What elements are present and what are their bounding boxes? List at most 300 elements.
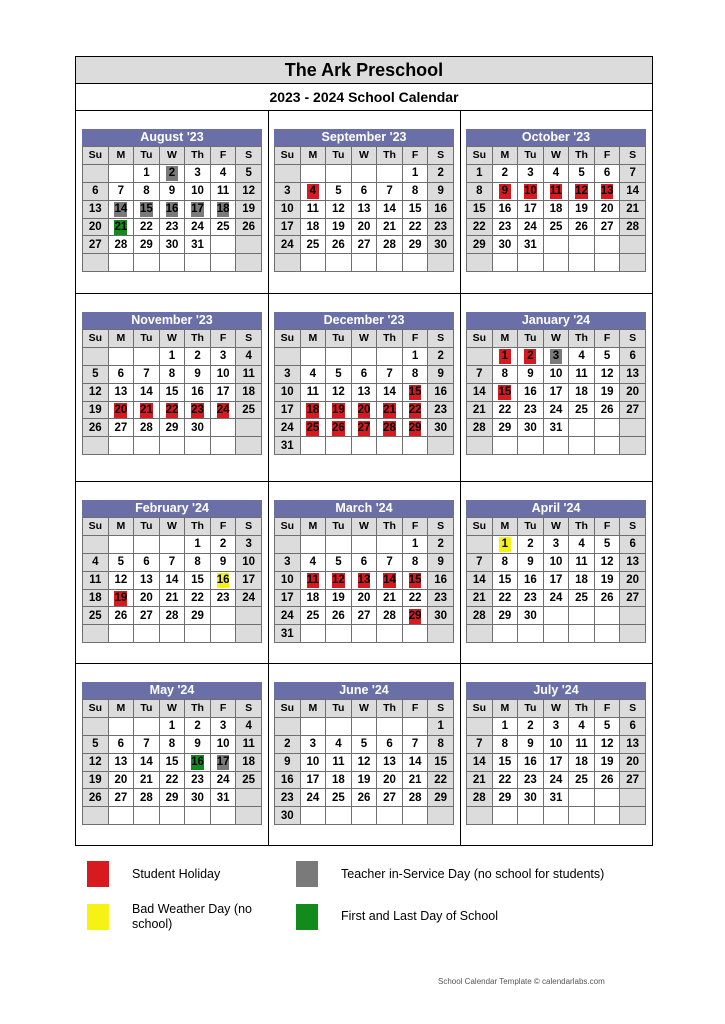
day-cell — [159, 753, 185, 771]
day-cell — [492, 735, 518, 753]
day-number: 21 — [140, 774, 153, 786]
day-number: 26 — [600, 592, 614, 604]
day-cell — [428, 807, 454, 825]
day-cell — [210, 807, 236, 825]
day-number: 6 — [360, 368, 368, 381]
day-number: 11 — [332, 756, 345, 769]
day-cell — [210, 164, 236, 182]
day-cell — [300, 753, 326, 771]
day-cell — [185, 236, 211, 254]
day-cell — [108, 625, 134, 643]
day-cell — [492, 625, 518, 643]
day-number: 25 — [242, 404, 256, 416]
day-cell — [134, 753, 160, 771]
day-number: 15 — [498, 756, 512, 769]
day-cell — [620, 607, 646, 625]
day-cell — [108, 383, 134, 401]
day-cell — [236, 419, 262, 437]
day-cell — [569, 419, 595, 437]
day-cell — [518, 771, 544, 789]
day-cell — [543, 735, 569, 753]
day-cell — [326, 200, 352, 218]
day-number: 30 — [280, 809, 294, 822]
day-cell — [351, 571, 377, 589]
day-cell — [402, 383, 428, 401]
day-number: 17 — [280, 221, 294, 233]
weekday-header: Su — [275, 700, 301, 718]
day-cell — [108, 347, 134, 365]
weekday-header: W — [159, 147, 185, 165]
day-cell — [134, 164, 160, 182]
day-cell — [134, 236, 160, 254]
day-cell — [492, 553, 518, 571]
day-number: 23 — [216, 592, 230, 604]
weekday-header: Th — [377, 330, 403, 348]
day-number: 3 — [284, 185, 291, 198]
day-number: 30 — [165, 238, 179, 251]
day-number: 1 — [499, 537, 511, 552]
weekday-header: Su — [467, 518, 493, 536]
day-cell — [275, 735, 301, 753]
day-cell — [185, 365, 211, 383]
day-number: 30 — [498, 238, 512, 251]
weekday-header: Su — [275, 518, 301, 536]
day-number: 1 — [194, 538, 201, 551]
day-cell — [83, 589, 109, 607]
day-cell — [569, 771, 595, 789]
day-number: 13 — [88, 203, 102, 216]
day-cell — [518, 535, 544, 553]
day-cell — [620, 254, 646, 272]
day-cell — [134, 437, 160, 455]
day-number: 27 — [114, 791, 128, 804]
day-number: 24 — [280, 238, 294, 251]
day-cell — [326, 164, 352, 182]
day-cell — [467, 735, 493, 753]
day-number: 5 — [92, 368, 99, 381]
day-number: 31 — [549, 421, 563, 434]
day-cell — [326, 771, 352, 789]
day-number: 19 — [600, 574, 614, 587]
day-cell — [83, 789, 109, 807]
day-number: 15 — [140, 203, 153, 216]
day-cell — [83, 236, 109, 254]
day-number: 26 — [242, 221, 256, 233]
day-number: 1 — [168, 350, 176, 363]
day-cell — [134, 365, 160, 383]
day-number: 9 — [168, 185, 176, 198]
day-number: 14 — [114, 203, 128, 216]
day-number: 5 — [360, 738, 368, 751]
day-cell — [108, 807, 134, 825]
month-title: December '23 — [274, 312, 454, 329]
day-cell — [518, 437, 544, 455]
weekday-header: M — [492, 147, 518, 165]
month-calendar — [466, 500, 646, 643]
day-number: 9 — [527, 556, 534, 569]
day-cell — [620, 437, 646, 455]
day-cell — [210, 419, 236, 437]
day-number: 18 — [242, 386, 256, 399]
day-cell — [83, 771, 109, 789]
day-number: 11 — [242, 738, 255, 751]
day-cell — [620, 789, 646, 807]
day-cell — [108, 365, 134, 383]
day-number: 27 — [114, 421, 128, 434]
day-cell — [83, 437, 109, 455]
day-number: 10 — [191, 185, 204, 198]
weekday-header: Th — [377, 147, 403, 165]
day-number: 16 — [524, 386, 537, 399]
day-cell — [543, 789, 569, 807]
weekday-header: Su — [467, 147, 493, 165]
day-cell — [275, 254, 301, 272]
footer-credit: School Calendar Template © calendarlabs.com — [438, 977, 605, 986]
day-cell — [594, 535, 620, 553]
day-cell — [159, 164, 185, 182]
day-number: 16 — [434, 574, 448, 587]
day-cell — [569, 254, 595, 272]
day-cell — [518, 365, 544, 383]
day-number: 19 — [600, 386, 614, 399]
day-cell — [518, 807, 544, 825]
day-cell — [275, 200, 301, 218]
day-number: 21 — [472, 774, 486, 786]
day-cell — [467, 437, 493, 455]
day-number: 19 — [88, 404, 102, 416]
day-number: 8 — [168, 738, 176, 751]
day-number: 6 — [117, 368, 125, 381]
day-cell — [402, 254, 428, 272]
day-cell — [543, 164, 569, 182]
day-number: 7 — [629, 167, 636, 180]
day-number: 3 — [527, 167, 534, 180]
day-number: 24 — [280, 421, 294, 434]
day-cell — [518, 553, 544, 571]
day-cell — [569, 607, 595, 625]
month-title: July '24 — [466, 682, 646, 699]
day-cell — [594, 182, 620, 200]
day-number: 18 — [575, 574, 588, 587]
day-number: 18 — [216, 203, 230, 216]
day-cell — [159, 717, 185, 735]
day-cell — [543, 717, 569, 735]
day-number: 27 — [140, 609, 153, 622]
day-cell — [159, 771, 185, 789]
day-number: 4 — [309, 368, 317, 381]
day-cell — [300, 200, 326, 218]
day-cell — [428, 182, 454, 200]
weekday-header: Tu — [518, 700, 544, 718]
day-number: 6 — [386, 738, 393, 751]
day-cell — [134, 182, 160, 200]
page-title: The Ark Preschool — [76, 57, 652, 84]
day-number: 16 — [165, 203, 179, 216]
day-number: 15 — [408, 386, 422, 399]
day-number: 17 — [280, 592, 294, 604]
day-cell — [377, 437, 403, 455]
day-cell — [159, 182, 185, 200]
day-cell — [159, 437, 185, 455]
day-cell — [185, 717, 211, 735]
day-cell — [275, 607, 301, 625]
day-number: 1 — [501, 720, 509, 733]
day-number: 23 — [434, 221, 448, 233]
day-number: 22 — [408, 221, 422, 233]
day-number: 2 — [166, 166, 178, 181]
day-number: 5 — [578, 167, 585, 180]
day-cell — [236, 383, 262, 401]
day-number: 26 — [88, 791, 102, 804]
month-title: June '24 — [274, 682, 454, 699]
legend-label-firstlast: First and Last Day of School — [341, 909, 499, 923]
day-number: 15 — [434, 756, 448, 769]
day-cell — [569, 735, 595, 753]
day-cell — [236, 218, 262, 236]
day-number: 2 — [524, 349, 536, 364]
weekday-header: Th — [569, 330, 595, 348]
weekday-header: M — [300, 518, 326, 536]
day-cell — [492, 589, 518, 607]
weekday-header: Tu — [326, 518, 352, 536]
day-cell — [492, 771, 518, 789]
day-cell — [185, 607, 211, 625]
day-cell — [185, 419, 211, 437]
day-number: 10 — [216, 738, 230, 751]
day-number: 19 — [332, 404, 345, 416]
day-cell — [518, 383, 544, 401]
day-number: 16 — [280, 774, 294, 786]
day-cell — [594, 200, 620, 218]
day-number: 11 — [89, 574, 102, 587]
day-number: 13 — [383, 756, 396, 769]
day-number: 24 — [242, 592, 256, 604]
weekday-header: F — [594, 330, 620, 348]
day-cell — [326, 607, 352, 625]
day-cell — [134, 625, 160, 643]
day-number: 3 — [284, 368, 291, 381]
day-cell — [377, 200, 403, 218]
day-number: 28 — [140, 421, 153, 434]
day-cell — [275, 771, 301, 789]
day-number: 5 — [92, 738, 99, 751]
day-cell — [594, 771, 620, 789]
day-cell — [300, 164, 326, 182]
day-number: 5 — [117, 556, 125, 569]
day-cell — [377, 182, 403, 200]
day-number: 22 — [498, 774, 512, 786]
day-cell — [467, 236, 493, 254]
day-number: 12 — [600, 738, 614, 751]
weekday-header: Th — [185, 700, 211, 718]
day-cell — [428, 625, 454, 643]
day-cell — [134, 553, 160, 571]
day-number: 9 — [527, 738, 534, 751]
legend-swatch-holiday — [87, 861, 109, 887]
day-number: 26 — [357, 791, 371, 804]
day-cell — [620, 164, 646, 182]
day-cell — [402, 753, 428, 771]
day-number: 14 — [165, 574, 179, 587]
day-number: 9 — [437, 185, 444, 198]
day-cell — [492, 437, 518, 455]
day-cell — [428, 365, 454, 383]
month-calendar — [82, 500, 262, 643]
day-number: 27 — [626, 404, 640, 416]
day-number: 15 — [408, 574, 422, 587]
day-number: 14 — [472, 574, 486, 587]
day-cell — [594, 401, 620, 419]
day-cell — [236, 807, 262, 825]
day-number: 7 — [476, 368, 483, 381]
day-number: 16 — [191, 386, 204, 399]
day-cell — [236, 571, 262, 589]
day-cell — [620, 383, 646, 401]
day-cell — [300, 419, 326, 437]
day-cell — [185, 571, 211, 589]
day-number: 12 — [357, 756, 371, 769]
day-number: 20 — [357, 404, 371, 416]
day-number: 25 — [216, 221, 230, 233]
day-number: 18 — [306, 592, 320, 604]
day-cell — [326, 218, 352, 236]
day-cell — [428, 571, 454, 589]
month-title: October '23 — [466, 129, 646, 146]
day-cell — [402, 735, 428, 753]
day-cell — [518, 753, 544, 771]
day-number: 22 — [498, 592, 512, 604]
month-calendar — [82, 682, 262, 825]
weekday-header: Su — [83, 518, 109, 536]
day-number: 10 — [216, 368, 230, 381]
day-cell — [518, 236, 544, 254]
day-cell — [594, 236, 620, 254]
weekday-header: S — [428, 700, 454, 718]
day-cell — [210, 254, 236, 272]
day-cell — [518, 717, 544, 735]
day-cell — [492, 218, 518, 236]
weekday-header: Tu — [518, 330, 544, 348]
day-number: 8 — [501, 556, 509, 569]
day-cell — [185, 437, 211, 455]
day-number: 22 — [498, 404, 512, 416]
day-cell — [467, 365, 493, 383]
day-cell — [594, 807, 620, 825]
day-cell — [351, 789, 377, 807]
row-divider — [76, 663, 652, 664]
day-cell — [428, 771, 454, 789]
day-cell — [134, 218, 160, 236]
day-number: 18 — [575, 756, 588, 769]
day-cell — [543, 419, 569, 437]
day-number: 19 — [600, 756, 614, 769]
day-cell — [492, 535, 518, 553]
day-number: 25 — [575, 592, 588, 604]
day-number: 9 — [194, 368, 201, 381]
day-cell — [569, 717, 595, 735]
day-cell — [326, 182, 352, 200]
day-number: 25 — [575, 404, 588, 416]
day-number: 12 — [114, 574, 128, 587]
day-number: 1 — [411, 167, 419, 180]
day-cell — [83, 625, 109, 643]
day-cell — [620, 535, 646, 553]
day-cell — [300, 254, 326, 272]
weekday-header: W — [351, 147, 377, 165]
day-cell — [185, 553, 211, 571]
day-number: 28 — [383, 421, 396, 434]
legend-swatch-firstlast — [296, 904, 318, 930]
weekday-header: W — [543, 518, 569, 536]
day-cell — [518, 735, 544, 753]
day-number: 1 — [476, 167, 483, 180]
day-number: 16 — [216, 574, 230, 587]
day-number: 20 — [626, 756, 640, 769]
day-number: 6 — [143, 556, 150, 569]
day-cell — [236, 164, 262, 182]
day-number: 13 — [626, 556, 640, 569]
day-number: 20 — [357, 592, 371, 604]
day-cell — [467, 347, 493, 365]
day-number: 16 — [191, 756, 204, 769]
day-cell — [300, 571, 326, 589]
day-cell — [351, 218, 377, 236]
day-cell — [210, 789, 236, 807]
day-number: 2 — [437, 538, 444, 551]
day-cell — [402, 164, 428, 182]
weekday-header: Tu — [326, 330, 352, 348]
day-number: 20 — [88, 221, 102, 233]
month-calendar — [466, 129, 646, 272]
day-cell — [351, 735, 377, 753]
day-cell — [159, 589, 185, 607]
day-cell — [134, 717, 160, 735]
day-cell — [108, 182, 134, 200]
day-cell — [300, 625, 326, 643]
day-number: 7 — [411, 738, 419, 751]
day-cell — [275, 164, 301, 182]
day-cell — [185, 789, 211, 807]
day-cell — [518, 164, 544, 182]
day-cell — [300, 789, 326, 807]
weekday-header: S — [428, 147, 454, 165]
day-number: 21 — [408, 774, 422, 786]
day-cell — [377, 254, 403, 272]
day-cell — [236, 607, 262, 625]
day-number: 31 — [191, 238, 204, 251]
day-number: 5 — [603, 350, 611, 363]
day-number: 25 — [332, 791, 345, 804]
day-number: 28 — [472, 609, 486, 622]
day-cell — [210, 607, 236, 625]
day-cell — [210, 365, 236, 383]
day-cell — [492, 571, 518, 589]
legend-label-inservice: Teacher in-Service Day (no school for students) — [341, 867, 605, 881]
day-cell — [185, 254, 211, 272]
day-number: 10 — [524, 185, 537, 198]
day-number: 26 — [600, 774, 614, 786]
weekday-header: Th — [569, 147, 595, 165]
weekday-header: S — [236, 147, 262, 165]
day-number: 11 — [575, 556, 588, 569]
day-cell — [185, 535, 211, 553]
day-cell — [159, 254, 185, 272]
day-cell — [326, 571, 352, 589]
day-cell — [402, 419, 428, 437]
day-number: 22 — [472, 221, 486, 233]
day-number: 14 — [140, 386, 153, 399]
weekday-header: W — [159, 700, 185, 718]
